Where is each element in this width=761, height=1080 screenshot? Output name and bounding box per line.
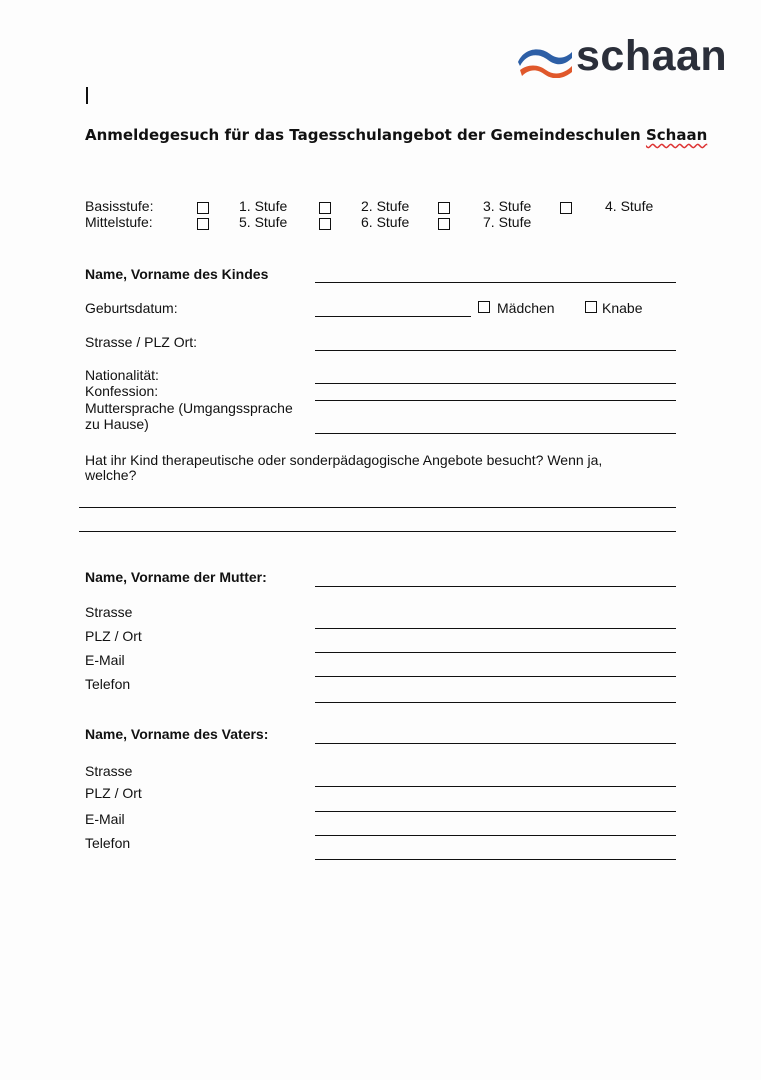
checkbox-girl[interactable]: [478, 301, 490, 313]
stufe-6-label: 6. Stufe: [361, 214, 410, 230]
checkbox-stufe-1[interactable]: [197, 202, 209, 214]
text-cursor: [86, 87, 88, 104]
child-address-label: Strasse / PLZ Ort:: [85, 334, 198, 350]
mittelstufe-label: Mittelstufe:: [85, 214, 153, 230]
wave-logo-icon: [516, 44, 574, 78]
checkbox-stufe-6[interactable]: [319, 218, 331, 230]
checkbox-stufe-3[interactable]: [438, 202, 450, 214]
mother-city-field[interactable]: [315, 652, 676, 653]
stufe-7-label: 7. Stufe: [483, 214, 532, 230]
checkbox-stufe-4[interactable]: [560, 202, 572, 214]
boy-label: Knabe: [602, 300, 643, 316]
schaan-logo: [516, 32, 728, 84]
father-street-field[interactable]: [315, 786, 676, 787]
child-name-field[interactable]: [315, 282, 676, 283]
father-city-field[interactable]: [315, 811, 676, 812]
language-field[interactable]: [315, 433, 676, 434]
father-name-label: Name, Vorname des Vaters:: [85, 726, 269, 742]
father-name-field[interactable]: [315, 743, 676, 744]
stufe-3-label: 3. Stufe: [483, 198, 532, 214]
logo-wordmark: schaan: [576, 32, 728, 80]
birthdate-field[interactable]: [315, 316, 471, 317]
form-title-schaan: Schaan: [645, 126, 708, 144]
nationality-field[interactable]: [315, 383, 676, 384]
father-phone-field[interactable]: [315, 859, 676, 860]
nationality-label: Nationalität:: [85, 367, 159, 383]
mother-name-label: Name, Vorname der Mutter:: [85, 569, 267, 585]
father-email-field[interactable]: [315, 835, 676, 836]
stufe-1-label: 1. Stufe: [239, 198, 288, 214]
basisstufe-label: Basisstufe:: [85, 198, 154, 214]
confession-field[interactable]: [315, 400, 676, 401]
mother-city-label: PLZ / Ort: [85, 628, 142, 644]
therapy-question-line1: Hat ihr Kind therapeutische oder sonderpädagogische Angebote besucht? Wenn ja,: [85, 452, 603, 468]
mother-street-field[interactable]: [315, 628, 676, 629]
father-city-label: PLZ / Ort: [85, 785, 142, 801]
girl-label: Mädchen: [497, 300, 555, 316]
language-label-line2: zu Hause): [85, 416, 149, 432]
checkbox-stufe-5[interactable]: [197, 218, 209, 230]
form-title-text: Anmeldegesuch für das Tagesschulangebot der Gemeindeschulen: [85, 126, 646, 144]
stufe-5-label: 5. Stufe: [239, 214, 288, 230]
therapy-question-line2: welche?: [85, 467, 137, 483]
mother-phone-label: Telefon: [85, 676, 131, 692]
mother-email-field[interactable]: [315, 676, 676, 677]
birthdate-label: Geburtsdatum:: [85, 300, 178, 316]
father-street-label: Strasse: [85, 763, 133, 779]
father-phone-label: Telefon: [85, 835, 131, 851]
therapy-answer-field-1[interactable]: [79, 507, 676, 508]
mother-phone-field[interactable]: [315, 702, 676, 703]
stufe-2-label: 2. Stufe: [361, 198, 410, 214]
language-label-line1: Muttersprache (Umgangssprache: [85, 400, 293, 416]
child-address-field[interactable]: [315, 350, 676, 351]
confession-label: Konfession:: [85, 383, 159, 399]
child-name-label: Name, Vorname des Kindes: [85, 266, 269, 282]
mother-street-label: Strasse: [85, 604, 133, 620]
checkbox-stufe-7[interactable]: [438, 218, 450, 230]
mother-name-field[interactable]: [315, 586, 676, 587]
form-title: [85, 126, 707, 144]
therapy-answer-field-2[interactable]: [79, 531, 676, 532]
mother-email-label: E-Mail: [85, 652, 125, 668]
father-email-label: E-Mail: [85, 811, 125, 827]
checkbox-stufe-2[interactable]: [319, 202, 331, 214]
stufe-4-label: 4. Stufe: [605, 198, 654, 214]
checkbox-boy[interactable]: [585, 301, 597, 313]
